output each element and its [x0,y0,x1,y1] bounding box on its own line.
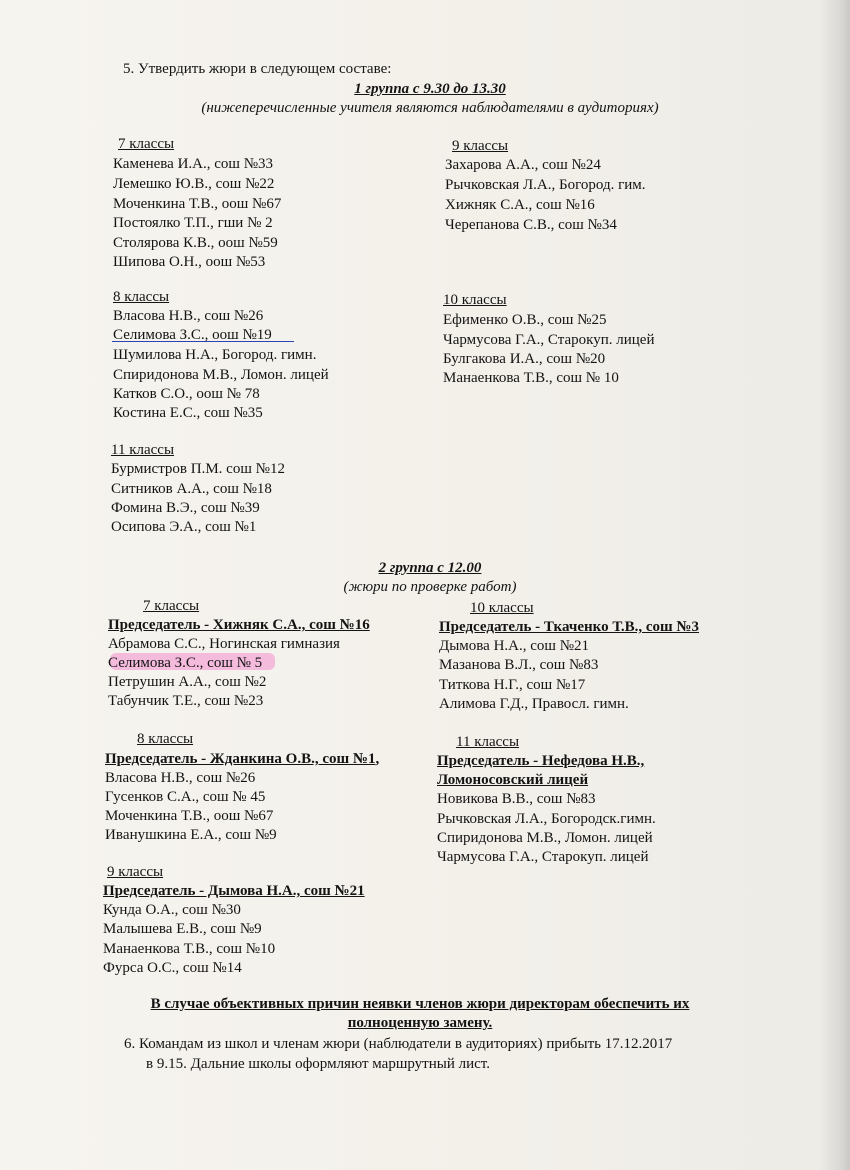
pen-underline [112,341,294,342]
g1-11-member: Ситников А.А., сош №18 [111,481,272,497]
g2-10-member: Алимова Г.Д., Правосл. гимн. [439,696,629,712]
g2-10-chair: Председатель - Ткаченко Т.В., сош №3 [439,619,699,635]
g1-10-member: Булгакова И.А., сош №20 [443,351,606,367]
g1-8-header: 8 классы [113,289,170,305]
g1-11-header: 11 классы [111,442,175,458]
g1-9-member: Черепанова С.В., сош №34 [445,217,617,233]
g1-7-member: Моченкина Т.В., оош №67 [113,196,282,212]
g2-11-member: Спиридонова М.В., Ломон. лицей [437,830,653,846]
g2-9-member: Кунда О.А., сош №30 [103,902,241,918]
g2-11-chair: Председатель - Нефедова Н.В., [437,753,645,769]
g2-11-member: Чармусова Г.А., Старокуп. лицей [437,849,649,865]
g2-9-member: Манаенкова Т.В., сош №10 [103,941,276,957]
g1-7-member: Каменева И.А., сош №33 [113,156,274,172]
page-edge-shadow [820,0,850,1170]
g2-9-chair: Председатель - Дымова Н.А., сош №21 [103,883,365,899]
g2-8-chair: Председатель - Жданкина О.В., сош №1 [105,751,376,767]
g1-11-member: Бурмистров П.М. сош №12 [111,461,285,477]
g2-7-member: Абрамова С.С., Ногинская гимназия [108,636,340,652]
g1-9-member: Захарова А.А., сош №24 [445,157,601,173]
g1-8-member: Костина Е.С., сош №35 [113,405,263,421]
group1-subtitle: (нижеперечисленные учителя являются наблюдателями в аудиториях) [201,100,659,116]
g2-11-header: 11 классы [456,734,520,750]
g1-8-member: Власова Н.В., сош №26 [113,308,264,324]
g2-10-member: Дымова Н.А., сош №21 [439,638,590,654]
g1-11-member: Осипова Э.А., сош №1 [111,519,257,535]
g1-7-member: Столярова К.В., оош №59 [113,235,278,251]
item-5: 5. Утвердить жюри в следующем составе: [123,61,392,77]
g2-8-member: Власова Н.В., сош №26 [105,770,256,786]
g1-8-member: Катков С.О., оош № 78 [113,386,260,402]
g2-9-member: Малышева Е.В., сош №9 [103,921,262,937]
group1-title: 1 группа с 9.30 до 13.30 [354,81,506,97]
g2-7-header: 7 классы [143,598,200,614]
g1-7-member: Шипова О.Н., оош №53 [113,254,266,270]
g1-10-member: Ефименко О.В., сош №25 [443,312,607,328]
group2-title: 2 группа с 12.00 [378,560,482,576]
g1-10-header: 10 классы [443,292,507,308]
g2-8-chair-row [105,750,379,768]
g2-7-member: Селимова З.С., сош № 5 [108,655,263,671]
g1-7-member: Лемешко Ю.В., сош №22 [113,176,275,192]
g2-10-member: Мазанова В.Л., сош №83 [439,657,599,673]
g2-10-header: 10 классы [470,600,534,616]
g1-7-member: Постоялко Т.П., гши № 2 [113,215,273,231]
g2-8-member: Ивaнушкина Е.А., сош №9 [105,827,277,843]
g2-9-header: 9 классы [107,864,164,880]
g2-8-chair-comma: , [375,751,380,767]
g2-10-member: Титкова Н.Г., сош №17 [439,677,586,693]
g2-9-member: Фурса О.С., сош №14 [103,960,242,976]
g1-9-member: Рычковская Л.А., Богород. гим. [445,177,646,193]
notice-line-1: В случае объективных причин неявки членов жюри директорам обеспечить их [150,996,690,1012]
g1-8-member: Шумилова Н.А., Богород. гимн. [113,347,317,363]
g1-9-member: Хижняк С.А., сош №16 [445,197,595,213]
g2-7-member: Петрушин А.А., сош №2 [108,674,267,690]
g1-10-member: Манаенкова Т.В., сош № 10 [443,370,619,386]
group2-subtitle: (жюри по проверке работ) [343,579,517,595]
g2-11-member: Новикова В.В., сош №83 [437,791,596,807]
g2-8-member: Моченкина Т.В., оош №67 [105,808,274,824]
g2-11-chair-school: Ломоносовский лицей [437,772,589,788]
notice-line-2: полноценную замену. [347,1015,493,1031]
g1-7-header: 7 классы [118,136,175,152]
item-6-line-2: в 9.15. Дальние школы оформляют маршрутный лист. [146,1056,490,1072]
g1-10-member: Чармусова Г.А., Старокуп. лицей [443,332,655,348]
g1-8-member: Селимова З.С., оош №19 [113,327,272,343]
g1-8-member: Спиридонова М.В., Ломон. лицей [113,367,329,383]
g2-8-member: Гусенков С.А., сош № 45 [105,789,266,805]
g2-7-chair: Председатель - Хижняк С.А., сош №16 [108,617,370,633]
item-6-line-1: 6. Командам из школ и членам жюри (наблюдатели в аудиториях) прибыть 17.12.2017 [124,1036,673,1052]
g2-8-header: 8 классы [137,731,194,747]
g1-9-header: 9 классы [452,138,509,154]
g2-7-member: Табунчик Т.Е., сош №23 [108,693,264,709]
g1-11-member: Фомина В.Э., сош №39 [111,500,260,516]
g2-11-member: Рычковская Л.А., Богородск.гимн. [437,811,656,827]
